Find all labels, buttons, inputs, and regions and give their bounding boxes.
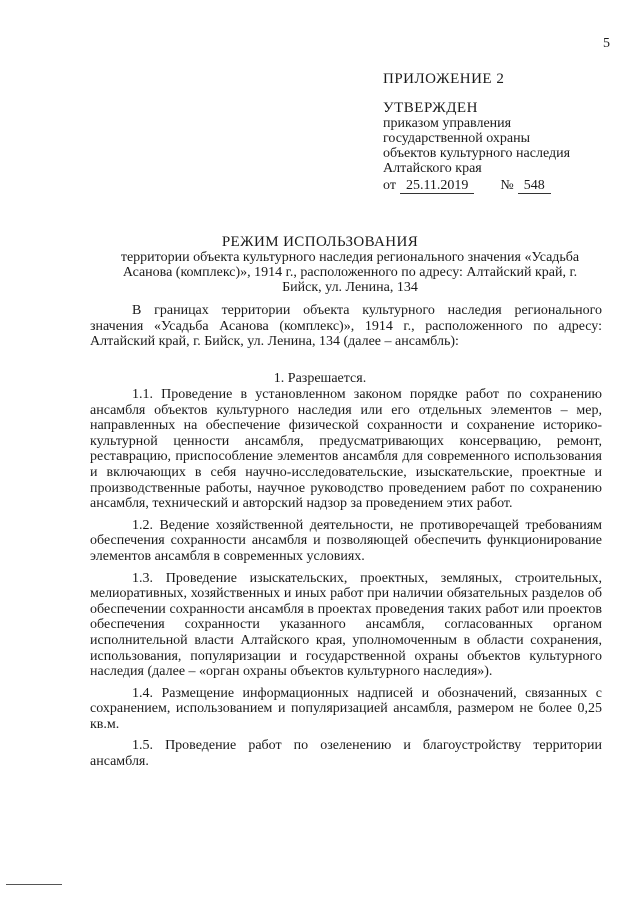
section-heading: 1. Разрешается. — [273, 371, 367, 386]
order-date: 25.11.2019 — [400, 178, 474, 194]
number-label: № — [500, 178, 514, 193]
list-item — [90, 518, 602, 565]
list-item — [90, 571, 602, 680]
approval-line: Алтайского края — [383, 161, 482, 176]
approval-line: объектов культурного наследия — [383, 146, 571, 161]
list-item — [90, 738, 602, 769]
items-list — [90, 387, 602, 776]
approval-line: государственной охраны — [383, 131, 531, 146]
approval-block — [383, 72, 613, 194]
order-row — [383, 178, 613, 194]
list-item — [90, 387, 602, 512]
item-number: 1.2. — [132, 517, 153, 533]
page-number: 5 — [603, 36, 610, 51]
document-subtitle: территории объекта культурного наследия регионального значения «Усадьба Асанова (комплекс)», 1914 г., расположенного по адресу: Алтайский край, г. Бийск, ул. Ленина, 134 — [120, 250, 580, 295]
appendix-title: ПРИЛОЖЕНИЕ 2 — [383, 71, 505, 87]
item-text: Ведение хозяйственной деятельности, не противоречащей требованиям обеспечения сохранности ансамбля и позволяющей обеспечить функционирование элементов ансамбля в современных условиях. — [90, 517, 602, 564]
approved-label: УТВЕРЖДЕН — [383, 100, 478, 116]
order-number: 548 — [518, 178, 551, 194]
intro-paragraph — [90, 303, 602, 350]
list-item — [90, 686, 602, 733]
item-number: 1.5. — [132, 738, 153, 754]
item-text: Проведение в установленном законом порядке работ по сохранению ансамбля объектов культурного наследия или его отдельных элементов – мер, направленных на обеспечение физической сохранности и сохранение историко-культурной ценности ансамбля, предусматривающих консервацию, ремонт, реставрацию, приспособление элементов ансамбля для современного использования и включающих в себя научно-исследовательские, изыскательские, проектные и производственные работы, научное руководство проведением работ по сохранению ансамбля, технический и авторский надзор за проведением этих работ. — [90, 387, 603, 512]
item-text: Проведение работ по озеленению и благоустройству территории ансамбля. — [90, 738, 602, 770]
footer-rule — [6, 884, 62, 885]
item-number: 1.4. — [132, 685, 153, 701]
approval-line: приказом управления — [383, 116, 512, 131]
from-label: от — [383, 178, 396, 193]
document-title: РЕЖИМ ИСПОЛЬЗОВАНИЯ — [221, 234, 419, 250]
item-number: 1.3. — [132, 570, 153, 586]
item-text: Проведение изыскательских, проектных, земляных, строительных, мелиоративных, хозяйственных и иных работ при наличии обязательных разделов об обеспечении сохранности ансамбля в проектах проведения таких работ или проектов обеспечения сохранности указанного ансамбля, согласованных органом исполнительной власти Алтайского края, уполномоченным в области сохранения, использования, популяризации и государственной охраны объектов культурного наследия (далее – «орган охраны объектов культурного наследия»). — [90, 570, 602, 680]
item-number: 1.1. — [132, 387, 153, 402]
item-text: Размещение информационных надписей и обозначений, связанных с сохранением, использованием и популяризацией ансамбля, размером не более 0,25 кв.м. — [90, 685, 602, 732]
intro-text: В границах территории объекта культурного наследия регионального значения «Усадьба Асанова (комплекс)», 1914 г., расположенного по адресу: Алтайский край, г. Бийск, ул. Ленина, 134 (далее – ансамбль): — [90, 303, 602, 350]
